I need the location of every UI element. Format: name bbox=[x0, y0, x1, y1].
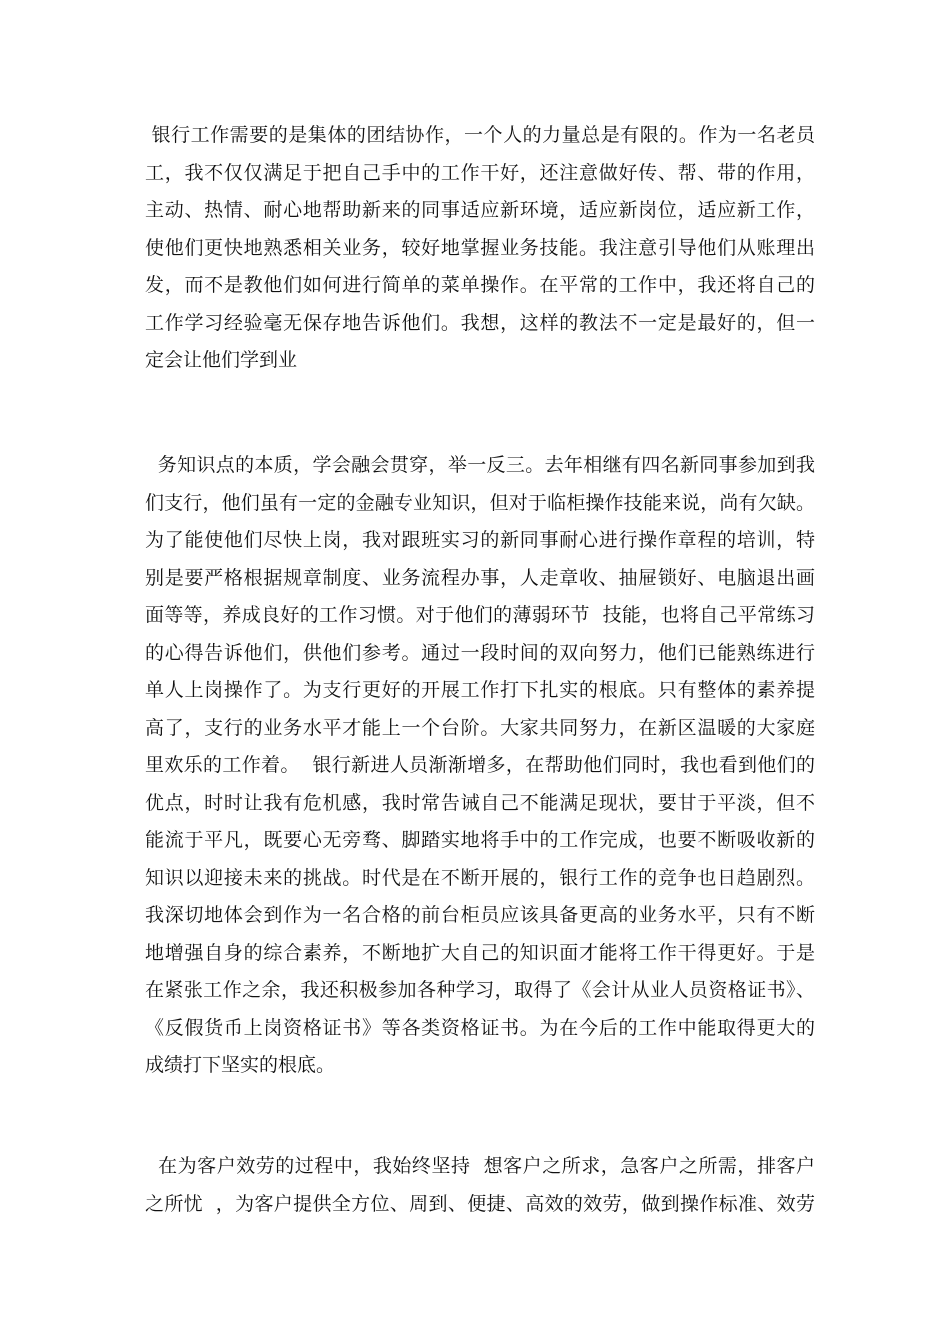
text-line: 《反假货币上岗资格证书》等各类资格证书。为在今后的工作中能取得更大的 bbox=[145, 1016, 815, 1039]
text-line: 的心得告诉他们，供他们参考。通过一段时间的双向努力，他们已能熟练进行 bbox=[145, 641, 815, 664]
text-line: 在为客户效劳的过程中，我始终坚持 想客户之所求，急客户之所需，排客户 bbox=[145, 1155, 815, 1177]
text-line: 别是要严格根据规章制度、业务流程办事，人走章收、抽屉锁好、电脑退出画 bbox=[145, 566, 815, 589]
paragraph-mentoring bbox=[145, 117, 815, 380]
text-line: 发，而不是教他们如何进行简单的菜单操作。在平常的工作中，我还将自己的 bbox=[145, 274, 815, 296]
text-line: 工，我不仅仅满足于把自己手中的工作干好，还注意做好传、帮、带的作用， bbox=[145, 161, 815, 184]
text-line: 之所忧 ，为客户提供全方位、周到、便捷、高效的效劳，做到操作标准、效劳 bbox=[145, 1192, 815, 1215]
text-line: 主动、热情、耐心地帮助新来的同事适应新环境，适应新岗位，适应新工作， bbox=[145, 199, 815, 221]
text-line: 面等等，养成良好的工作习惯。对于他们的薄弱环节 技能，也将自己平常练习 bbox=[145, 604, 815, 626]
text-line: 银行工作需要的是集体的团结协作，一个人的力量总是有限的。作为一名老员 bbox=[145, 124, 815, 146]
text-line: 里欢乐的工作着。 银行新进人员渐渐增多，在帮助他们同时，我也看到他们的 bbox=[145, 754, 815, 776]
text-line: 成绩打下坚实的根底。 bbox=[145, 1054, 336, 1076]
text-line: 知识以迎接未来的挑战。时代是在不断开展的，银行工作的竞争也日趋剧烈。 bbox=[145, 866, 815, 889]
text-line: 我深切地体会到作为一名合格的前台柜员应该具备更高的业务水平，只有不断 bbox=[145, 904, 815, 926]
paragraph-training bbox=[145, 447, 815, 1085]
text-line: 们支行，他们虽有一定的金融专业知识，但对于临柜操作技能来说，尚有欠缺。 bbox=[145, 491, 815, 514]
text-line: 优点，时时让我有危机感，我时常告诫自己不能满足现状，要甘于平淡，但不 bbox=[145, 791, 815, 814]
text-line: 定会让他们学到业 bbox=[145, 349, 298, 371]
paragraph-customer-service bbox=[145, 1148, 815, 1223]
text-line: 为了能使他们尽快上岗，我对跟班实习的新同事耐心进行操作章程的培训，特 bbox=[145, 529, 815, 551]
text-line: 高了，支行的业务水平才能上一个台阶。大家共同努力，在新区温暖的大家庭 bbox=[145, 716, 815, 739]
text-line: 务知识点的本质，学会融会贯穿，举一反三。去年相继有四名新同事参加到我 bbox=[145, 454, 815, 476]
text-line: 能流于平凡，既要心无旁骛、脚踏实地将手中的工作完成，也要不断吸收新的 bbox=[145, 829, 815, 851]
text-line: 使他们更快地熟悉相关业务，较好地掌握业务技能。我注意引导他们从账理出 bbox=[145, 236, 815, 259]
text-line: 工作学习经验毫无保存地告诉他们。我想，这样的教法不一定是最好的，但一 bbox=[145, 311, 815, 334]
text-line: 地增强自身的综合素养，不断地扩大自己的知识面才能将工作干得更好。于是 bbox=[145, 941, 815, 964]
text-line: 在紧张工作之余，我还积极参加各种学习，取得了《会计从业人员资格证书》、 bbox=[145, 979, 815, 1001]
text-line: 单人上岗操作了。为支行更好的开展工作打下扎实的根底。只有整体的素养提 bbox=[145, 679, 815, 701]
